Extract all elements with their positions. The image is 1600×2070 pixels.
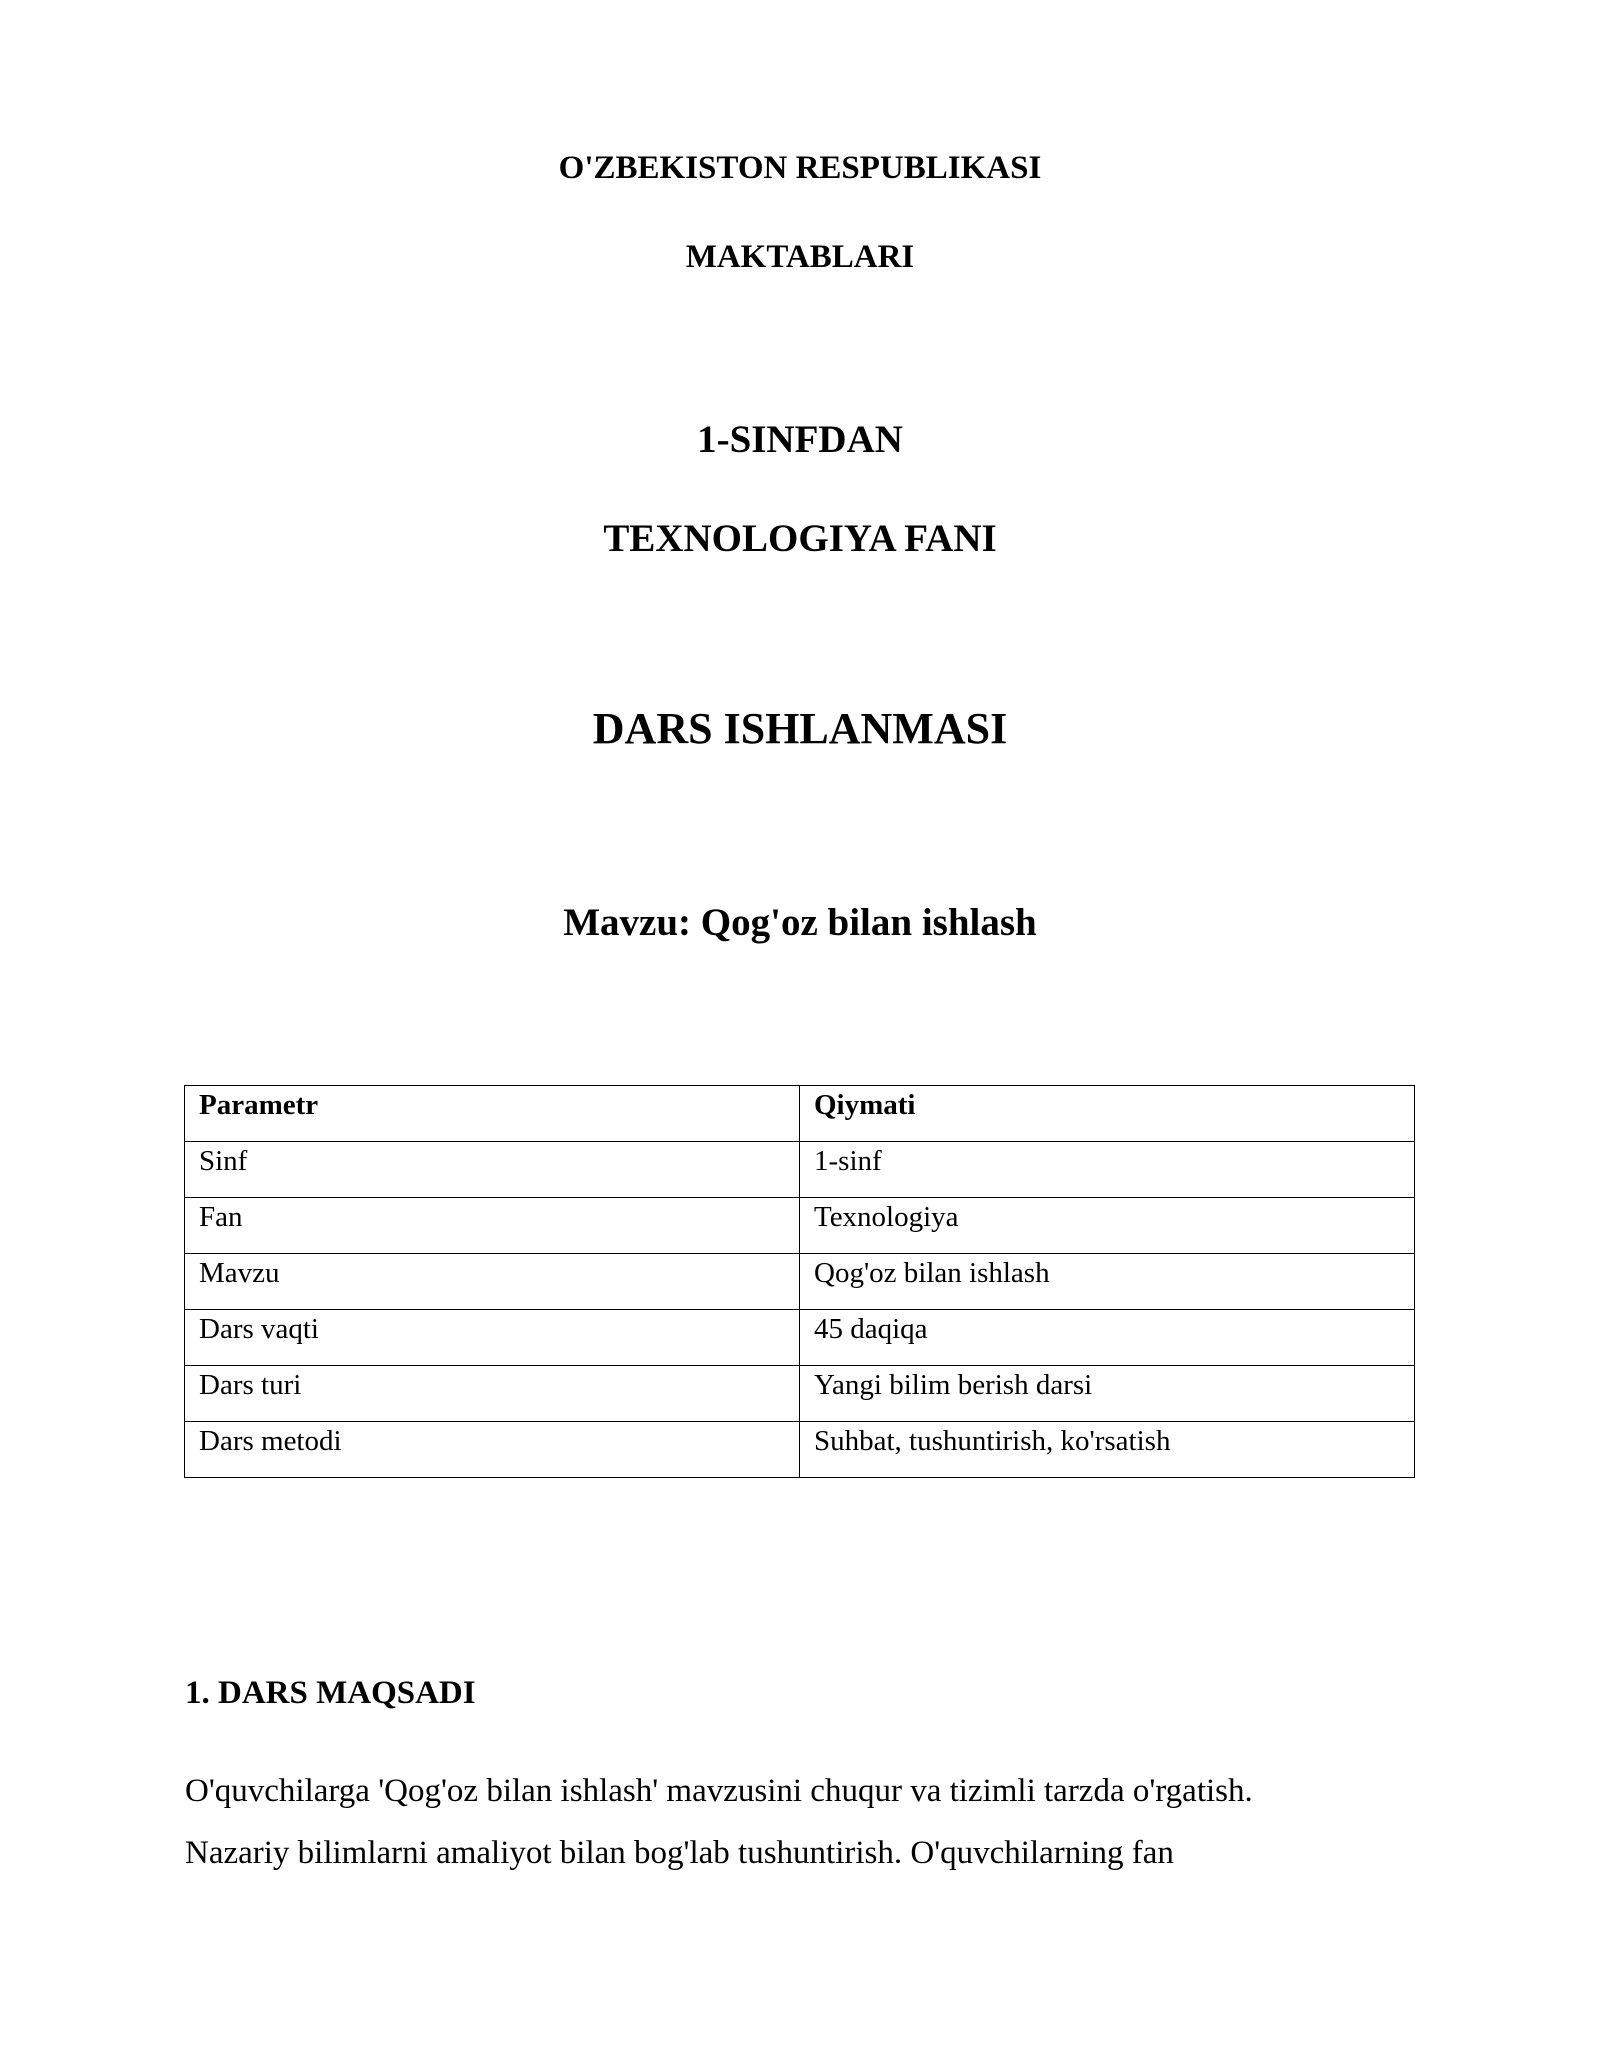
table-header-cell: Parametr [185,1086,800,1142]
table-cell: Dars metodi [185,1422,800,1478]
table-cell: Texnologiya [800,1198,1415,1254]
table-cell: Sinf [185,1142,800,1198]
table-cell: Yangi bilim berish darsi [800,1366,1415,1422]
table-row [185,1366,1415,1422]
schools-title: MAKTABLARI [685,239,915,275]
topic-title: Mavzu: Qog'oz bilan ishlash [563,901,1037,944]
table-header-cell: Qiymati [800,1086,1415,1142]
table-cell: Fan [185,1198,800,1254]
country-title: O'ZBEKISTON RESPUBLIKASI [558,150,1042,186]
grade-title: 1-SINFDAN [697,418,903,461]
lesson-info-table [184,1085,1415,1478]
table-cell: Qog'oz bilan ishlash [800,1254,1415,1310]
table-cell: Suhbat, tushuntirish, ko'rsatish [800,1422,1415,1478]
table-header-row [185,1086,1415,1142]
table-row [185,1310,1415,1366]
table-cell: Dars vaqti [185,1310,800,1366]
paragraph-line: O'quvchilarga 'Qog'oz bilan ishlash' mavzusini chuqur va tizimli tarzda o'rgatish. [185,1773,1253,1809]
paragraph-line: Nazariy bilimlarni amaliyot bilan bog'lab tushuntirish. O'quvchilarning fan [185,1835,1174,1871]
table-cell: 45 daqiqa [800,1310,1415,1366]
table-cell: Mavzu [185,1254,800,1310]
document-title: DARS ISHLANMASI [592,704,1008,753]
section-heading: 1. DARS MAQSADI [185,1675,476,1711]
table-row [185,1198,1415,1254]
subject-title: TEXNOLOGIYA FANI [603,517,997,560]
table-row [185,1142,1415,1198]
section-paragraph [185,1760,1425,1884]
table-cell: Dars turi [185,1366,800,1422]
table-cell: 1-sinf [800,1142,1415,1198]
table-row [185,1422,1415,1478]
table-row [185,1254,1415,1310]
